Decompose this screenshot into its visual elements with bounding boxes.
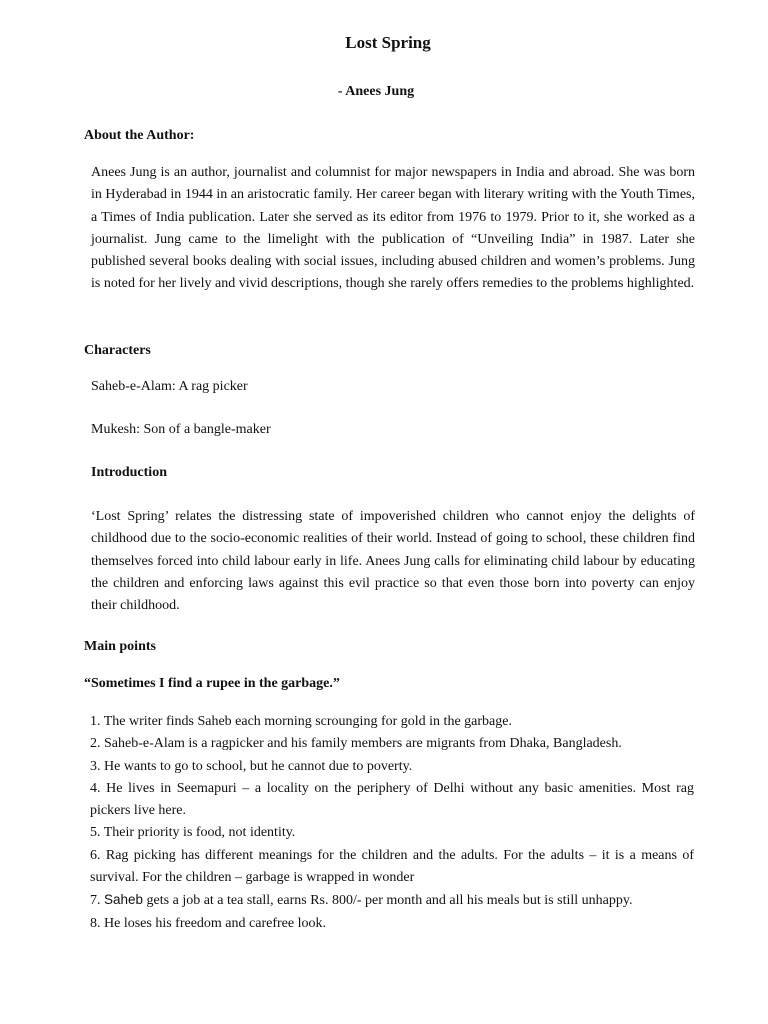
character-item: Saheb-e-Alam: A rag picker — [91, 379, 248, 394]
list-item — [90, 889, 694, 912]
about-author-paragraph: Anees Jung is an author, journalist and columnist for major newspapers in India and abroad. She was born in Hyderabad in 1944 in an aristocratic family. Her career began with literary writing with the Youth Times, a Times of India publication. Later she served as its editor from 1976 to 1979. Prior to it, she worked as a journalist. Jung came to the limelight with the publication of “Unveiling India” in 1987. Later she published several books dealing with social issues, including abused children and women’s problems. Jung is noted for her lively and vivid descriptions, though she rarely offers remedies to the problems highlighted. — [91, 165, 695, 292]
about-author-heading: About the Author: — [84, 128, 195, 143]
list-item: 2. Saheb-e-Alam is a ragpicker and his family members are migrants from Dhaka, Bangladesh. — [90, 736, 622, 752]
character-item: Mukesh: Son of a bangle-maker — [91, 422, 271, 437]
main-points-list — [90, 711, 694, 935]
list-item: 1. The writer finds Saheb each morning scrounging for gold in the garbage. — [90, 714, 512, 729]
introduction-heading: Introduction — [91, 465, 167, 480]
characters-heading: Characters — [84, 343, 151, 358]
list-item: 3. He wants to go to school, but he cannot due to poverty. — [90, 758, 413, 774]
list-item-text: gets a job at a tea stall, earns Rs. 800/- per month and all his meals but is still unhappy. — [143, 893, 633, 909]
list-item: 5. Their priority is food, not identity. — [90, 825, 296, 841]
main-points-heading: Main points — [84, 639, 156, 654]
saheb-name: Saheb — [104, 892, 144, 908]
author-byline: - Anees Jung — [337, 84, 415, 99]
list-item: 4. He lives in Seemapuri – a locality on the periphery of Delhi without any basic amenities. Most rag pickers live here. — [90, 780, 694, 819]
list-item: 6. Rag picking has different meanings for the children and the adults. For the adults – it is a means of survival. For the children – garbage is wrapped in wonder — [90, 847, 694, 886]
list-item: 8. He loses his freedom and carefree look. — [90, 915, 326, 931]
list-item-prefix: 7. — [90, 893, 104, 909]
document-title: Lost Spring — [345, 33, 431, 52]
main-points-subheading: “Sometimes I find a rupee in the garbage.” — [84, 676, 340, 691]
introduction-paragraph: ‘Lost Spring’ relates the distressing state of impoverished children who cannot enjoy the delights of childhood due to the socio-economic realities of their world. Instead of going to school, these children find themselves forced into child labour early in life. Anees Jung calls for eliminating child labour by educating the children and enforcing laws against this evil practice so that even those born into poverty can enjoy their childhood. — [91, 509, 695, 614]
